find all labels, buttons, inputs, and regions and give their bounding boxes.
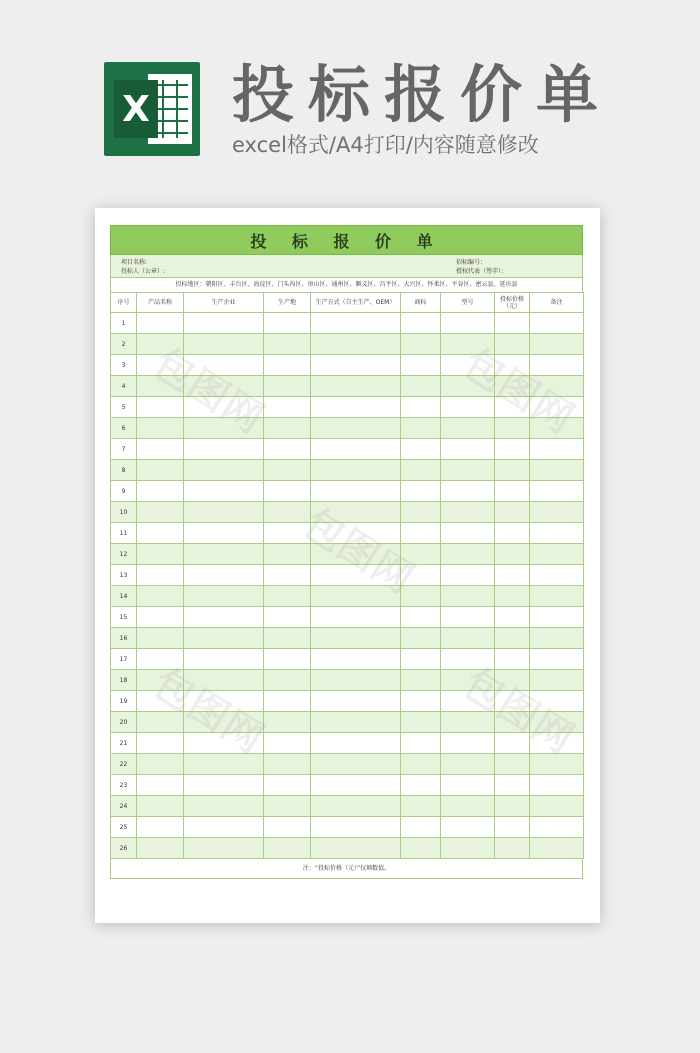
table-cell[interactable] [530,691,584,712]
column-header: 商标 [401,293,441,313]
table-row [111,817,584,838]
form-info-block [110,255,583,277]
row-number: 14 [111,586,137,607]
table-cell[interactable] [530,355,584,376]
table-cell[interactable] [441,376,495,397]
row-number: 26 [111,838,137,859]
table-cell[interactable] [311,523,401,544]
table-cell[interactable] [264,817,311,838]
table-cell[interactable] [401,313,441,334]
excel-logo-icon [104,62,200,156]
table-cell[interactable] [184,313,264,334]
table-cell[interactable] [137,355,184,376]
table-cell[interactable] [264,523,311,544]
table-cell[interactable] [311,733,401,754]
row-number: 4 [111,376,137,397]
table-cell[interactable] [401,397,441,418]
column-header: 型号 [441,293,495,313]
table-cell[interactable] [264,376,311,397]
table-cell[interactable] [495,565,530,586]
table-cell[interactable] [530,817,584,838]
table-cell[interactable] [137,838,184,859]
table-cell[interactable] [441,838,495,859]
project-name-label: 项目名称: [121,259,148,266]
row-number: 22 [111,754,137,775]
table-cell[interactable] [530,418,584,439]
table-cell[interactable] [401,607,441,628]
table-cell[interactable] [311,796,401,817]
table-cell[interactable] [311,670,401,691]
table-cell[interactable] [530,544,584,565]
table-cell[interactable] [264,502,311,523]
row-number: 21 [111,733,137,754]
table-cell[interactable] [495,313,530,334]
table-cell[interactable] [184,628,264,649]
table-cell[interactable] [401,481,441,502]
row-number: 24 [111,796,137,817]
table-cell[interactable] [495,502,530,523]
table-cell[interactable] [530,712,584,733]
table-cell[interactable] [184,649,264,670]
table-cell[interactable] [264,754,311,775]
table-cell[interactable] [311,544,401,565]
table-cell[interactable] [184,586,264,607]
table-cell[interactable] [530,733,584,754]
column-header: 生产地 [264,293,311,313]
table-cell[interactable] [184,523,264,544]
table-cell[interactable] [311,313,401,334]
table-cell[interactable] [401,754,441,775]
table-row [111,838,584,859]
table-cell[interactable] [311,712,401,733]
column-header: 产品名称 [137,293,184,313]
table-cell[interactable] [441,733,495,754]
table-cell[interactable] [401,334,441,355]
table-cell[interactable] [184,817,264,838]
table-cell[interactable] [530,334,584,355]
table-cell[interactable] [441,586,495,607]
table-cell[interactable] [184,481,264,502]
column-header: 生产方式（自主生产、OEM） [311,293,401,313]
table-cell[interactable] [311,838,401,859]
table-cell[interactable] [264,586,311,607]
table-cell[interactable] [495,691,530,712]
table-cell[interactable] [184,418,264,439]
row-number: 13 [111,565,137,586]
row-number: 12 [111,544,137,565]
table-cell[interactable] [441,523,495,544]
table-cell[interactable] [137,502,184,523]
table-row [111,754,584,775]
table-cell[interactable] [311,376,401,397]
table-row [111,712,584,733]
table-cell[interactable] [311,628,401,649]
table-cell[interactable] [530,376,584,397]
table-cell[interactable] [495,754,530,775]
table-cell[interactable] [184,796,264,817]
form-title: 投 标 报 价 单 [110,225,583,255]
table-cell[interactable] [441,607,495,628]
table-cell[interactable] [264,544,311,565]
table-cell[interactable] [441,670,495,691]
table-cell[interactable] [401,670,441,691]
table-row [111,376,584,397]
table-cell[interactable] [264,712,311,733]
table-row [111,607,584,628]
table-cell[interactable] [264,313,311,334]
table-cell[interactable] [264,649,311,670]
table-cell[interactable] [311,775,401,796]
table-cell[interactable] [495,628,530,649]
table-cell[interactable] [530,628,584,649]
table-cell[interactable] [264,628,311,649]
table-cell[interactable] [311,502,401,523]
table-row [111,502,584,523]
table-cell[interactable] [530,481,584,502]
row-number: 7 [111,439,137,460]
table-cell[interactable] [264,838,311,859]
table-cell[interactable] [264,775,311,796]
table-cell[interactable] [401,565,441,586]
row-number: 10 [111,502,137,523]
table-cell[interactable] [401,817,441,838]
table-cell[interactable] [137,523,184,544]
table-cell[interactable] [137,817,184,838]
table-cell[interactable] [184,376,264,397]
table-cell[interactable] [184,460,264,481]
table-cell[interactable] [495,439,530,460]
banner-title: 投标报价单 [232,58,613,131]
table-cell[interactable] [495,481,530,502]
bid-number-label: 招标编号： [456,259,487,266]
table-row [111,355,584,376]
table-cell[interactable] [441,754,495,775]
table-row [111,523,584,544]
table-cell[interactable] [264,418,311,439]
table-cell[interactable] [311,481,401,502]
table-cell[interactable] [495,460,530,481]
table-row [111,628,584,649]
table-cell[interactable] [401,691,441,712]
table-cell[interactable] [530,796,584,817]
table-cell[interactable] [311,418,401,439]
row-number: 3 [111,355,137,376]
table-cell[interactable] [137,565,184,586]
table-row [111,334,584,355]
column-header: 备注 [530,293,584,313]
table-cell[interactable] [441,439,495,460]
row-number: 23 [111,775,137,796]
table-cell[interactable] [137,628,184,649]
table-cell[interactable] [530,502,584,523]
table-cell[interactable] [264,460,311,481]
table-cell[interactable] [530,313,584,334]
table-row [111,649,584,670]
table-row [111,691,584,712]
table-cell[interactable] [495,523,530,544]
table-cell[interactable] [137,586,184,607]
table-cell[interactable] [530,775,584,796]
table-row [111,796,584,817]
table-row [111,481,584,502]
table-cell[interactable] [264,481,311,502]
table-cell[interactable] [184,355,264,376]
table-cell[interactable] [441,334,495,355]
row-number: 20 [111,712,137,733]
table-cell[interactable] [184,544,264,565]
table-cell[interactable] [137,691,184,712]
table-cell[interactable] [530,649,584,670]
table-cell[interactable] [441,817,495,838]
bid-table [110,292,584,859]
table-row [111,565,584,586]
table-cell[interactable] [495,796,530,817]
table-cell[interactable] [495,607,530,628]
table-cell[interactable] [401,796,441,817]
table-cell[interactable] [311,565,401,586]
table-row [111,733,584,754]
table-cell[interactable] [495,355,530,376]
table-cell[interactable] [137,670,184,691]
table-cell[interactable] [137,754,184,775]
table-cell[interactable] [137,376,184,397]
table-cell[interactable] [401,460,441,481]
table-cell[interactable] [401,586,441,607]
table-cell[interactable] [441,502,495,523]
table-cell[interactable] [441,418,495,439]
row-number: 18 [111,670,137,691]
table-row [111,313,584,334]
table-row [111,544,584,565]
table-cell[interactable] [530,460,584,481]
table-cell[interactable] [495,775,530,796]
table-cell[interactable] [137,334,184,355]
table-cell[interactable] [530,754,584,775]
table-cell[interactable] [495,544,530,565]
table-row [111,418,584,439]
table-cell[interactable] [401,544,441,565]
column-header: 投标价格（元） [495,293,530,313]
table-cell[interactable] [137,313,184,334]
table-cell[interactable] [137,775,184,796]
table-cell[interactable] [184,397,264,418]
table-cell[interactable] [401,418,441,439]
table-cell[interactable] [441,691,495,712]
table-cell[interactable] [311,586,401,607]
table-cell[interactable] [264,691,311,712]
table-cell[interactable] [264,565,311,586]
table-cell[interactable] [530,586,584,607]
table-cell[interactable] [441,355,495,376]
table-cell[interactable] [311,334,401,355]
table-cell[interactable] [137,481,184,502]
row-number: 19 [111,691,137,712]
table-cell[interactable] [530,523,584,544]
table-cell[interactable] [441,460,495,481]
table-cell[interactable] [495,817,530,838]
table-cell[interactable] [495,586,530,607]
table-cell[interactable] [441,796,495,817]
authorized-rep-label: 授权代表（签字）： [456,268,508,275]
table-cell[interactable] [311,649,401,670]
row-number: 25 [111,817,137,838]
table-cell[interactable] [311,355,401,376]
table-cell[interactable] [311,754,401,775]
table-cell[interactable] [137,796,184,817]
table-cell[interactable] [137,418,184,439]
row-number: 8 [111,460,137,481]
table-cell[interactable] [184,607,264,628]
table-cell[interactable] [495,670,530,691]
table-cell[interactable] [441,565,495,586]
table-cell[interactable] [264,607,311,628]
table-row [111,670,584,691]
table-cell[interactable] [441,628,495,649]
table-cell[interactable] [264,796,311,817]
table-cell[interactable] [137,649,184,670]
bidder-label: 投标人（公章）: [121,268,166,275]
table-cell[interactable] [311,460,401,481]
table-cell[interactable] [264,670,311,691]
table-cell[interactable] [184,334,264,355]
table-cell[interactable] [495,712,530,733]
form-note: 注：“投标价格（元）”仅填数值。 [110,859,583,879]
table-row [111,586,584,607]
table-cell[interactable] [495,418,530,439]
table-cell[interactable] [401,355,441,376]
table-row [111,460,584,481]
bid-region-row: 投标地区：朝阳区、丰台区、海淀区、门头沟区、房山区、通州区、顺义区、昌平区、大兴区、怀柔区、平谷区、密云县、延庆县 [110,277,583,292]
table-cell[interactable] [401,775,441,796]
row-number: 6 [111,418,137,439]
table-cell[interactable] [441,544,495,565]
table-cell[interactable] [530,607,584,628]
table-cell[interactable] [137,712,184,733]
table-cell[interactable] [311,607,401,628]
table-row [111,397,584,418]
table-cell[interactable] [264,355,311,376]
column-header: 序号 [111,293,137,313]
table-cell[interactable] [530,838,584,859]
table-cell[interactable] [264,397,311,418]
table-cell[interactable] [401,733,441,754]
table-cell[interactable] [137,460,184,481]
table-cell[interactable] [495,334,530,355]
document-page [95,208,600,923]
table-cell[interactable] [264,334,311,355]
table-cell[interactable] [401,628,441,649]
column-header: 生产企业 [184,293,264,313]
table-cell[interactable] [530,439,584,460]
row-number: 15 [111,607,137,628]
row-number: 17 [111,649,137,670]
table-cell[interactable] [495,397,530,418]
table-header-row [111,293,584,313]
table-cell[interactable] [184,439,264,460]
table-cell[interactable] [311,439,401,460]
table-cell[interactable] [264,733,311,754]
table-cell[interactable] [184,733,264,754]
table-cell[interactable] [441,712,495,733]
table-cell[interactable] [401,523,441,544]
table-cell[interactable] [441,397,495,418]
table-cell[interactable] [401,838,441,859]
table-cell[interactable] [495,649,530,670]
table-cell[interactable] [441,481,495,502]
table-cell[interactable] [441,313,495,334]
table-cell[interactable] [311,397,401,418]
table-cell[interactable] [530,397,584,418]
table-cell[interactable] [401,712,441,733]
banner-subtitle: excel格式/A4打印/内容随意修改 [232,133,539,157]
row-number: 5 [111,397,137,418]
table-cell[interactable] [184,838,264,859]
table-cell[interactable] [530,565,584,586]
table-cell[interactable] [495,733,530,754]
table-cell[interactable] [495,376,530,397]
table-cell[interactable] [137,607,184,628]
table-cell[interactable] [137,733,184,754]
table-cell[interactable] [401,649,441,670]
table-row [111,439,584,460]
table-cell[interactable] [441,649,495,670]
table-cell[interactable] [495,838,530,859]
table-cell[interactable] [137,544,184,565]
table-cell[interactable] [137,439,184,460]
table-cell[interactable] [264,439,311,460]
table-cell[interactable] [401,376,441,397]
table-cell[interactable] [184,775,264,796]
table-cell[interactable] [401,439,441,460]
row-number: 9 [111,481,137,502]
table-cell[interactable] [184,565,264,586]
table-cell[interactable] [311,817,401,838]
excel-x-letter: X [114,80,158,138]
table-cell[interactable] [184,712,264,733]
row-number: 2 [111,334,137,355]
table-cell[interactable] [441,775,495,796]
row-number: 1 [111,313,137,334]
row-number: 11 [111,523,137,544]
table-cell[interactable] [184,691,264,712]
table-cell[interactable] [401,502,441,523]
table-cell[interactable] [530,670,584,691]
row-number: 16 [111,628,137,649]
table-row [111,775,584,796]
spreadsheet-form [110,225,583,879]
table-cell[interactable] [184,502,264,523]
table-cell[interactable] [184,754,264,775]
table-cell[interactable] [311,691,401,712]
table-cell[interactable] [184,670,264,691]
table-cell[interactable] [137,397,184,418]
